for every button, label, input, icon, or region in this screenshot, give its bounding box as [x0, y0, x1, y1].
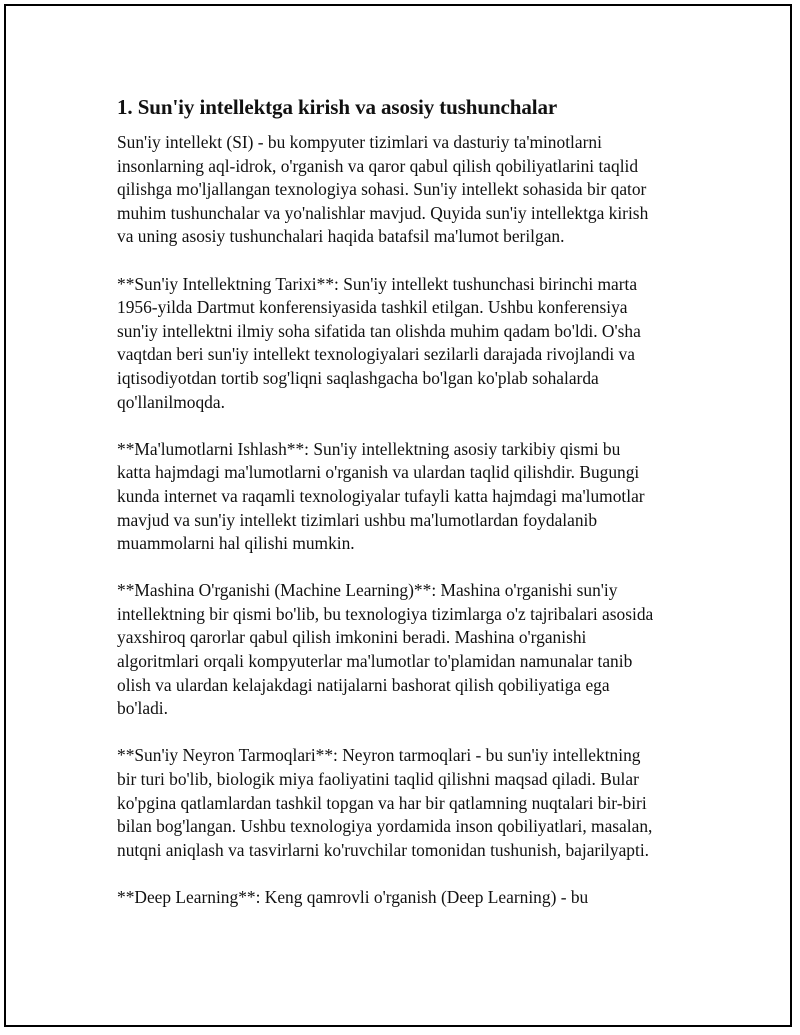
text-line: iqtisodiyotdan tortib sog'liqni saqlashgacha bo'lgan ko'plab sohalarda [117, 367, 599, 388]
paragraph-deep-learning [117, 886, 683, 910]
text-line: sun'iy intellektni ilmiy soha sifatida tan olishda muhim qadam bo'ldi. O'sha [117, 320, 641, 341]
text-line: bilan bog'langan. Ushbu texnologiya yordamida inson qobiliyatlari, masalan, [117, 816, 653, 837]
text-line: muhim tushunchalar va yo'nalishlar mavjud. Quyida sun'iy intellektga kirish [117, 202, 649, 223]
text-line: bo'ladi. [117, 698, 168, 719]
paragraph-neural-networks [117, 744, 683, 862]
text-line: vaqtdan beri sun'iy intellekt texnologiyalari sezilarli darajada rivojlandi va [117, 344, 635, 365]
text-line: 1956-yilda Dartmut konferensiyasida tashkil etilgan. Ushbu konferensiya [117, 297, 628, 318]
paragraph-intro [117, 131, 683, 249]
text-line: Sun'iy intellekt (SI) - bu kompyuter tizimlari va dasturiy ta'minotlarni [117, 132, 602, 152]
text-line: qilishga mo'ljallangan texnologiya sohasi. Sun'iy intellekt sohasida bir qator [117, 179, 647, 200]
text-line: algoritmlari orqali kompyuterlar ma'lumotlar to'plamidan namunalar tanib [117, 651, 633, 672]
text-line: katta hajmdagi ma'lumotlarni o'rganish va ulardan taqlid qilishdir. Bugungi [117, 462, 640, 483]
paragraph-data-processing [117, 438, 683, 556]
text-line: qo'llanilmoqda. [117, 391, 225, 412]
text-line: nutqni aniqlash va tasvirlarni ko'ruvchilar tomonidan tushunish, bajarilyapti. [117, 839, 649, 860]
text-line: yaxshiroq qarorlar qabul qilish imkonini beradi. Mashina o'rganishi [117, 627, 587, 648]
document-title: 1. Sun'iy intellektga kirish va asosiy tushunchalar [117, 95, 558, 119]
text-line: muammolarni hal qilishi mumkin. [117, 533, 355, 554]
text-line: **Sun'iy Intellektning Tarixi**: Sun'iy intellekt tushunchasi birinchi marta [117, 273, 638, 294]
text-line: mavjud va sun'iy intellekt tizimlari ushbu ma'lumotlardan foydalanib [117, 509, 598, 530]
text-line: **Sun'iy Neyron Tarmoqlari**: Neyron tarmoqlari - bu sun'iy intellektning [117, 745, 641, 766]
text-line: kunda internet va raqamli texnologiyalar tufayli katta hajmdagi ma'lumotlar [117, 485, 645, 506]
paragraph-history [117, 273, 683, 415]
text-line: intellektning bir qismi bo'lib, bu texnologiya tizimlarga o'z tajribalari asosida [117, 603, 654, 624]
document-body [117, 92, 683, 933]
text-line: **Ma'lumotlarni Ishlash**: Sun'iy intellektning asosiy tarkibiy qismi bu [117, 438, 621, 459]
text-line: va uning asosiy tushunchalari haqida batafsil ma'lumot berilgan. [117, 226, 565, 247]
text-line: ko'pgina qatlamlardan tashkil topgan va har bir qatlamning nuqtalari bir-biri [117, 792, 647, 813]
text-line: olish va ulardan kelajakdagi natijalarni bashorat qilish qobiliyatiga ega [117, 674, 610, 695]
paragraph-machine-learning [117, 579, 683, 721]
text-line: **Deep Learning**: Keng qamrovli o'rganish (Deep Learning) - bu [117, 887, 589, 907]
text-line: **Mashina O'rganishi (Machine Learning)**: Mashina o'rganishi sun'iy [117, 580, 618, 601]
text-line: bir turi bo'lib, biologik miya faoliyatini taqlid qilishni maqsad qiladi. Bular [117, 769, 639, 790]
text-line: insonlarning aql-idrok, o'rganish va qaror qabul qilish qobiliyatlarini taqlid [117, 155, 639, 176]
